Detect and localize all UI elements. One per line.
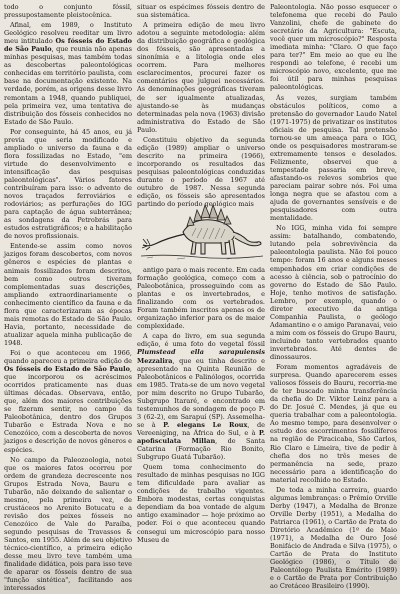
article-column-2-top [137,3,265,210]
stegosaurus-illustration [137,196,267,262]
text-span: A capa do livro, em sua segunda edição, é uma foto do vegetal fóssil [137,332,265,349]
paragraph: Quem toma conhecimento do resultado de minhas pesquisas no IGG tem dificuldade para avaliar as condições de trabalho vigentes. Embora modestas, certas conquistas dependiam da boa vontade de algum antigo examinador — hoje próximo ao poder. Foi o que aconteceu quando consegui um microscópio para nosso Museu de [137,463,265,544]
text-span: , de Vereeniging, na África do Sul, e à [137,420,266,437]
paragraph: No IGG, minha vida foi sempre assim: batalhando, combatendo, lutando pela sobrevivência da paleontologia paulista. Não foi pouco tempo: foram 16 anos e alguns meses empenhados em criar condições de acesso à ciência, sob o patrocínio do governo do Estado de São Paulo. Hoje, tenho motivos de satisfação. Lembro, por exemplo, quando o diretor executivo da antiga Companhia Paulista, o geólogo Adamantino e o amigo Paranavai, veio a mim com os fósseis do Grupo Bauru, incluindo tanto vertebrados quanto invertebrados. Até dentes de dinossauros. [270,224,397,362]
paragraph: antigo para o mais recente. Em cada formação geológica, começo com a Paleobotânica, prosseguindo com as plantas e os invertebrados, e finalizando com os vertebrados. Foram também inscritos apenas os de organização inferior para os de maior complexidade. [137,266,265,331]
species-name: Plumstead ella sarapuiensis [137,348,265,357]
text-span: Foi o que aconteceu em 1966, quando apareceu a primeira edição de [4,348,132,366]
article-column-2-bottom [137,266,265,546]
species-name: P. elegans Le Roux [163,420,248,429]
paragraph: Paleontologia. Não posso esquecer o telefonema que recebi do Paulo Vanzolini, chefe de gabinete do secretário da Agricultura: "Escuta, você quer um microscópio?" Resposta imediata minha: "Claro. O que faço para ter?" Em meio ao que eu lhe respondi ao telefone, é recebi um microscópio novo, excelente, que me foi útil para minhas pesquisas paleontológicas. [270,3,397,92]
text-span: , que incorporou os acréscimos ocorridos praticamente nas duas últimas décadas. Observava, então, que, além dos maiores contribuições se fizeram sentir, no campo da Paleobotânica, dentro dos Grupos Tubarão e Estrada Nova e no Cenozóico, com a descoberta de novos jazigos e descrição de novos gêneros e espécies. [4,365,132,454]
paragraph: Entende-se assim como novos jazigos foram descobertos, com novos gêneros e espécies de plantas e animais fossilizados foram descritos, bem como outros tiveram complementadas suas descrições, ampliando extraordinariamente o conhecimento científico da fauna e da flora que caracterizaram as épocas mais remotas do Estado de São Paulo. Havia, portanto, necessidade de atualizar aquela minha publicação de 1948. [4,242,132,347]
paragraph [137,332,265,461]
paragraph: Foram momentos agradáveis de surpresa. Quando aparecerem esses valiosos fósseis do Bauru, recorria-me de ter buscado minha transferência da chefia do Dr. Viktor Leinz para a do Dr. Josué C. Mendes, já que eu queria trabalhar com a paleontologia. Ao mesmo tempo, para desenvolver o estudo dos escorrimentos fossilíferos na região de Piracicaba, São Carlos, Rio Claro e Limeira, tive de pedir à chefia dos no três meses de permanência na sede, prazo necessário para a identificação do material recolhido no Estado. [270,363,397,484]
article-column-1 [4,3,132,594]
text-span: , de Santa Catarina (Formação Rio Bonito, Subgrupo Guatá Tubarão). [137,436,265,462]
paragraph: No campo da Paleozoologia, notei que os maiores fatos ocorreu por ordem de grandeza decrescente nos Grupos Estrada Nova, Bauru e Tubarão, não deixando de salientar o mesmo, pela primeira vez, de crustáceos no Arenito Botucatu e a revisão dos peixes fósseis no Cenozóico de Vale do Paraíba, segundo pesquisas de Travassos & Santos, em 1955. Além de seu objetivo técnico-científico, a primeira edição desse meu livro teve também uma finalidade didática, pois para isso teve de aparar os fósseis dentro de sua "função sintética", facilitando aos interessados [4,455,132,593]
paragraph [4,349,132,454]
paragraph: A primeira edição de meu livro adotou a seguinte metodologia: além da distribuição geográfica e geológica dos fósseis, são apresentadas a sinonímia e a litologia onde eles ocorrem. Para melhores esclarecimentos, procurei fazer os comentários que julguei necessários. As denominações geográficas tiveram de ser igualmente atualizadas, ajustando-se às mudanças determinadas pela nova (1963) divisão administrativa do Estado de São Paulo. [137,21,265,134]
paragraph: situar os espécimes fósseis dentro de sua sistemática. [137,3,265,20]
paragraph: Constituiu objetivo da segunda edição (1989) ampliar o universo descrito na primeira (1966), incorporando os resultados das pesquisas paleontológicas conduzidas durante o período de 1967 até outubro de 1987. Nessa segunda edição, os fósseis são apresentados partindo do período geológico mais [137,135,265,209]
paragraph: De toda a minha carreira, guardo algumas lembranças: o Prêmio Orville Derby (1947), a Medalha de Bronze Orville Derby (1951), a Medalha do Patriarca (1961), o Cartão de Prata do Diretório Acadêmico (1º de Maio (1971), a Medalha de Ouro José Bonifácio de Andrada e Silva (1975), o Cartão de Prata do Instituto Geológico (1986), o Título de Paleontólogo Paulista Emérito (1989) e o Cartão de Prata por Contribuição ao Cretáceo Brasileiro (1990). [270,485,397,591]
book-title: Os fósseis do Estado de São Paulo [4,37,132,54]
paragraph [4,21,132,126]
species-author: Mezzalira [137,356,173,365]
paragraph: todo o conjunto fóssil, pressupostamente pleistocênica. [4,3,132,20]
text-span: , que reunia não apenas minhas pesquisas, mas também todas as descobertas paleontológicas conhecidas em território paulista, com base na documentação existente. Na verdade, porém, as origens desse livro remontam a 1948, quando publiquei, pela primeira vez, uma tentativa de distribuição dos fósseis conhecidos no Estado de São Paulo. [4,45,133,126]
book-title: Os fósseis do Estado de São Paulo [4,365,130,374]
article-column-3 [270,3,397,592]
paragraph: Por conseguinte, há 45 anos, eu já previa que seria modificado e ampliado o universo da fauna e da flora fossilizadas no Estado, "em virtude do desenvolvimento e intensificação das pesquisas paleontológicas". Vários fatores contribuíram para isso: o advento de novos traçados ferroviários e rodoviários; as perfurações do IGG para captação de água subterrânea; as sondagens da Petrobrás para estudos estratigráficos; e a habilitação de novos profissionais. [4,127,132,241]
text-span: Afinal, em 1989, o Instituto Geológico resolveu reeditar um livro meu intitulado [4,21,132,46]
paragraph: Às vezes, surgiam também obstáculos políticos, como a pretensão do governador Laudo Natel (1971-1975) de privatizar os institutos oficiais de pesquisa. Tal pretensão tornou-se um ameaça para o IGG, onde os pesquisadores mostraram-se extremamente tensos e desolados. Felizmente, observei que a tempestade passaria em breve, afastando-os relevos sombrios que pareciam pairar sobre nós. Foi uma longa negra que se afastou com a ajuda de governantes sensíveis e de pesquisadores com outra mentalidade. [270,93,397,223]
text-span: , que eu tinha descrito e apresentado na Quinta Reunião de Paleobotânicos e Palinólogos, ocorrida em 1985. Trata-se de um novo vegetal por mim descrito no Grupo Tubarão, Subgrupo Itararé, e encontrado em testemunhos de sondagem de poço P-3 (62-2), em Sarapuí (SP). Assemelha-se à [137,356,265,429]
species-name: P. apofisculata Millan [137,428,265,445]
